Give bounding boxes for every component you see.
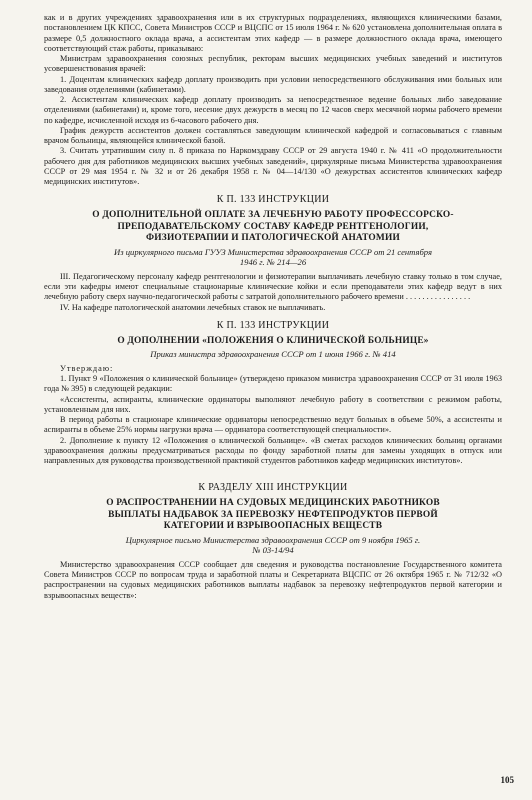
source-line: Из циркулярного письма ГУУЗ Министерства здравоохранения СССР от 21 сентября bbox=[114, 246, 432, 257]
paragraph: Министрам здравоохранения союзных республик, ректорам высших медицинских учебных заведений и институтов усовершенствования врачей: bbox=[44, 54, 502, 74]
section-title: О ДОПОЛНЕНИИ «ПОЛОЖЕНИЯ О КЛИНИЧЕСКОЙ БОЛЬНИЦЕ» bbox=[117, 335, 429, 346]
section-title: ФИЗИОТЕРАПИИ И ПАТОЛОГИЧЕСКОЙ АНАТОМИИ bbox=[146, 233, 400, 244]
paragraph: 2. Ассистентам клинических кафедр доплату производить за непосредственное ведение больных либо заведование отделениями (кабинетами) и, кроме того, несение двух дежурств в месяц по 12 часов сверх месячной нормы рабочего времени по кафедре, исчисленной исходя из 6-часового рабочего дня. bbox=[44, 95, 502, 125]
section-source: Приказ министра здравоохранения СССР от 1 июня 1966 г. № 414 bbox=[150, 349, 396, 360]
document-page bbox=[44, 13, 502, 601]
section-title: КАТЕГОРИИ И ВЗРЫВООПАСНЫХ ВЕЩЕСТВ bbox=[163, 521, 383, 532]
paragraph: III. Педагогическому персоналу кафедр рентгенологии и физиотерапии выплачивать лечебную ставку только в том случае, если эти кафедры имеют специальные стационарные клинические койки и если преподаватели этих кафедр ведут в них лечебную работу сверх научно-педагогической работы с затратой дополнительного рабочего времени . . . . . . . . . . . . . . . . bbox=[44, 271, 502, 302]
page-number: 105 bbox=[500, 775, 514, 785]
section-source bbox=[44, 247, 502, 268]
paragraph: График дежурств ассистентов должен составляться заведующим клинической кафедрой и согласовываться с главным врачом больницы, являющейся клинической базой. bbox=[44, 125, 502, 145]
section-heading: К РАЗДЕЛУ XIII ИНСТРУКЦИИ bbox=[198, 482, 348, 494]
paragraph: IV. На кафедре патологической анатомии лечебных ставок не выплачивать. bbox=[60, 302, 326, 312]
source-line: № 03-14/94 bbox=[252, 545, 294, 556]
paragraph: 1. Пункт 9 «Положения о клинической больнице» (утверждено приказом министра здравоохранения СССР от 31 июля 1963 года № 395) в следующей редакции: bbox=[44, 374, 502, 394]
section-title: О ДОПОЛНИТЕЛЬНОЙ ОПЛАТЕ ЗА ЛЕЧЕБНУЮ РАБОТУ ПРОФЕССОРСКО- bbox=[92, 210, 454, 221]
section-title: ПРЕПОДАВАТЕЛЬСКОМУ СОСТАВУ КАФЕДР РЕНТГЕНОЛОГИИ, bbox=[117, 221, 429, 232]
paragraph: 2. Дополнение к пункту 12 «Положения о клинической больнице». «В сметах расходов клинических больниц органами здравоохранения должны предусматриваться расходы по фонду заработной платы для замены уходящих в отпуск или направленных для руководства производственной практикой студентов работников кафедр медицинских институтов». bbox=[44, 435, 502, 465]
section-source bbox=[44, 535, 502, 556]
paragraph: 3. Считать утратившим силу п. 8 приказа по Наркомздраву СССР от 29 августа 1940 г. № 411 «О продолжительности рабочего дня для работников медицинских высших учебных заведений», циркулярные письма Министерства здравоохранения СССР от 29 мая 1954 г. № 32 и от 26 декабря 1958 г. № 04—14/130 «О дежурствах ассистентов клинических кафедр медицинских институтов». bbox=[44, 146, 502, 186]
paragraph: Министерство здравоохранения СССР сообщает для сведения и руководства постановление Государственного комитета Совета Министров СССР по вопросам труда и заработной платы и Секретариата ВЦСПС от 26 октября 1965 г. № 712/32 «О распространении на судовых медицинских работников выплаты надбавок за перевозку нефтепродуктов первой категории и взрывоопасных веществ»: bbox=[44, 559, 502, 600]
paragraph: «Ассистенты, аспиранты, клинические ординаторы выполняют лечебную работу в соответствии с режимом работы, установленным для них. bbox=[44, 394, 502, 414]
paragraph: В период работы в стационаре клинические ординаторы непосредственно ведут больных в объеме 50%, а ассистенты и аспиранты в объеме 25% нормы нагрузки врача — ординатора соответствующей специальности». bbox=[44, 415, 502, 435]
section-heading: К П. 133 ИНСТРУКЦИИ bbox=[216, 319, 330, 331]
section-title: ВЫПЛАТЫ НАДБАВОК ЗА ПЕРЕВОЗКУ НЕФТЕПРОДУКТОВ ПЕРВОЙ bbox=[108, 509, 438, 520]
approve-label: Утверждаю: bbox=[60, 363, 114, 373]
paragraph: как и в других учреждениях здравоохранения или в их структурных подразделениях, являющихся клиническими базами, постановлением ЦК КПСС, Совета Министров СССР и ВЦСПС от 15 июля 1964 г. № 620 установлена дополнительная оплата в размере 0,5 должностного оклада врача, а ассистентам этих кафедр — в размере должностного оклада врача, имеющего соответствующий стаж работы, приказываю: bbox=[44, 13, 502, 53]
section-heading: К П. 133 ИНСТРУКЦИИ bbox=[216, 194, 330, 206]
source-line: Циркулярное письмо Министерства здравоохранения СССР от 9 ноября 1965 г. bbox=[125, 534, 421, 545]
section-title: О РАСПРОСТРАНЕНИИ НА СУДОВЫХ МЕДИЦИНСКИХ РАБОТНИКОВ bbox=[106, 498, 440, 509]
source-line: 1946 г. № 214—26 bbox=[239, 257, 307, 268]
paragraph: 1. Доцентам клинических кафедр доплату производить при условии непосредственного обслуживания ими больных или заведования отделениями (кабинетами). bbox=[44, 74, 502, 94]
